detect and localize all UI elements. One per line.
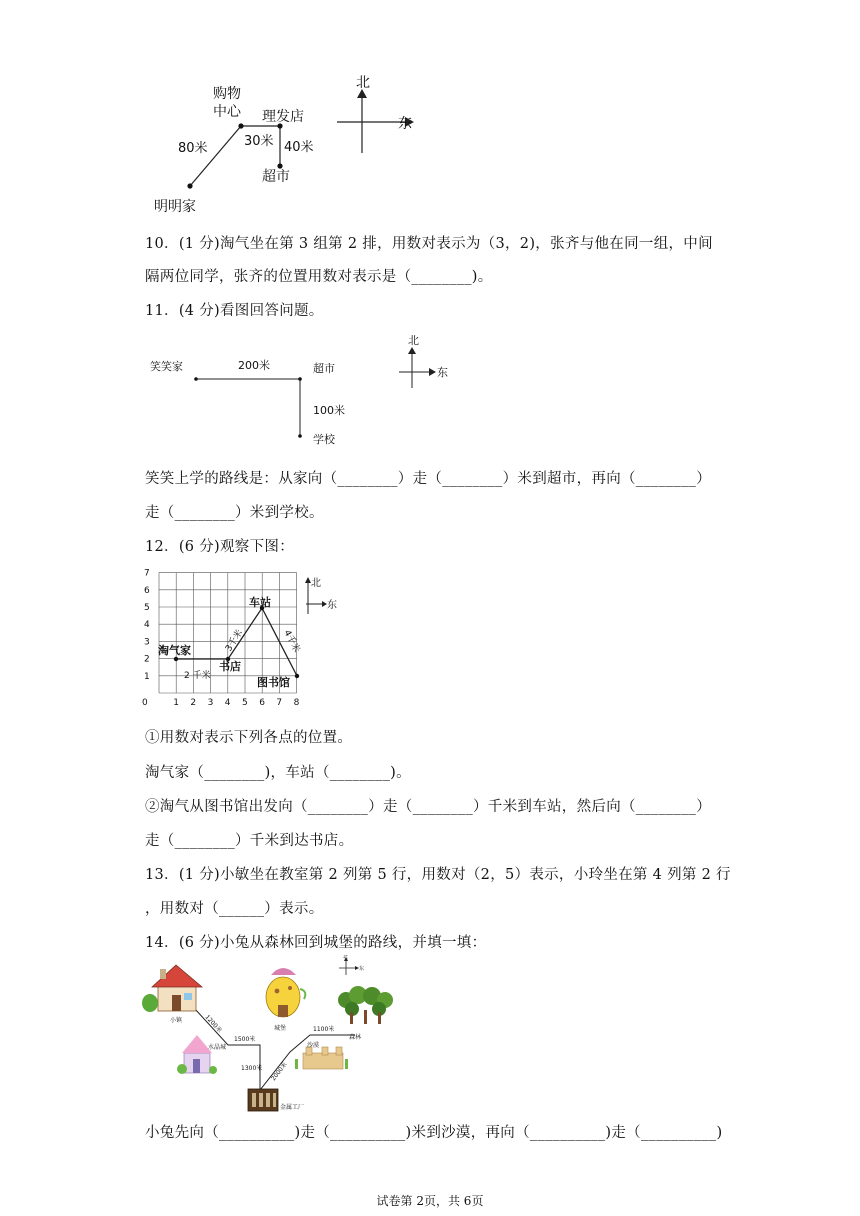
q14-title: 14．(6 分)小兔从森林回到城堡的路线，并填一填： bbox=[145, 935, 487, 951]
q12-sub-1: ①用数对表示下列各点的位置。 bbox=[145, 730, 353, 746]
label-forest: 森林 bbox=[349, 1034, 362, 1041]
x-tick-label: 3 bbox=[207, 698, 214, 708]
label-4km: 4千米 bbox=[281, 628, 302, 655]
x-tick-label: 8 bbox=[293, 698, 300, 708]
q11-title: 11．(4 分)看图回答问题。 bbox=[145, 303, 324, 319]
compass-east: 东 bbox=[437, 366, 448, 379]
label-3km: 3千米 bbox=[224, 628, 246, 654]
map-q11 bbox=[140, 330, 470, 450]
label-home: 明明家 bbox=[154, 199, 196, 215]
x-tick-label: 4 bbox=[224, 698, 231, 708]
x-tick-label: 0 bbox=[142, 698, 148, 708]
factory-icon bbox=[248, 1089, 278, 1111]
label-80m: 80米 bbox=[178, 141, 208, 156]
x-tick-label: 6 bbox=[259, 698, 265, 708]
label-1300m: 1300米 bbox=[241, 1065, 263, 1072]
desert-icon bbox=[295, 1047, 348, 1069]
y-tick-label: 1 bbox=[144, 671, 150, 682]
compass-east: 东 bbox=[359, 966, 365, 972]
q12-sub-2: ②淘气从图书馆出发向（________）走（________）千米到车站，然后向（________） bbox=[145, 799, 711, 815]
grid-map-q12 bbox=[140, 566, 350, 711]
label-supermarket: 超市 bbox=[313, 362, 335, 375]
label-shopping-2: 中心 bbox=[213, 104, 241, 120]
label-crystal-city: 水晶城 bbox=[208, 1044, 227, 1051]
label-supermarket: 超市 bbox=[262, 169, 290, 185]
label-shopping-1: 购物 bbox=[213, 86, 241, 102]
label-barber: 理发店 bbox=[262, 109, 304, 125]
y-tick-label: 4 bbox=[144, 620, 150, 631]
label-station: 车站 bbox=[249, 596, 271, 609]
page-footer: 试卷第 2页，共 6页 bbox=[376, 1194, 484, 1208]
label-100m: 100米 bbox=[313, 404, 345, 417]
q10-line-1: 10．(1 分)淘气坐在第 3 组第 2 排，用数对表示为（3，2)，张齐与他在同一组，中间 bbox=[145, 236, 713, 252]
label-1200m: 1200米 bbox=[203, 1013, 223, 1035]
crystal-city-icon bbox=[177, 1035, 217, 1074]
q12-title: 12．(6 分)观察下图： bbox=[145, 539, 294, 555]
castle-icon bbox=[266, 968, 305, 1017]
q11-line-2: 走（________）米到学校。 bbox=[145, 505, 324, 521]
compass-north: 北 bbox=[408, 334, 419, 347]
q12-line-2: 走（________）千米到达书店。 bbox=[145, 833, 354, 849]
x-tick-label: 5 bbox=[242, 698, 248, 708]
label-2000m: 2000米 bbox=[270, 1061, 289, 1083]
label-1500m: 1500米 bbox=[234, 1036, 256, 1043]
compass-north: 北 bbox=[343, 955, 349, 960]
forest-icon bbox=[338, 986, 393, 1024]
label-xiaoxiao-home: 笑笑家 bbox=[150, 360, 183, 373]
label-bookstore: 书店 bbox=[219, 660, 241, 673]
q13-line-2: ，用数对（______）表示。 bbox=[145, 901, 324, 917]
town-house-icon bbox=[142, 965, 202, 1012]
q13-line-1: 13．(1 分)小敏坐在教室第 2 列第 5 行，用数对（2，5）表示，小玲坐在第 4 列第 2 行 bbox=[145, 867, 731, 883]
map-q9 bbox=[140, 60, 440, 220]
map-q14 bbox=[140, 955, 410, 1115]
compass-east: 东 bbox=[398, 116, 412, 132]
q11-line-1: 笑笑上学的路线是：从家向（________）走（________）米到超市，再向（________） bbox=[145, 471, 711, 487]
label-200m: 200米 bbox=[238, 359, 270, 372]
label-30m: 30米 bbox=[244, 134, 274, 149]
x-tick-label: 2 bbox=[190, 698, 197, 708]
y-tick-label: 3 bbox=[144, 637, 150, 648]
y-tick-label: 2 bbox=[144, 654, 150, 665]
y-tick-label: 6 bbox=[144, 585, 150, 596]
q14-line-1: 小兔先向（__________)走（__________)米到沙漠，再向（__________)走（__________) bbox=[145, 1125, 723, 1141]
y-tick-label: 5 bbox=[144, 603, 150, 613]
label-home: 淘气家 bbox=[158, 644, 191, 657]
x-tick-label: 1 bbox=[173, 698, 179, 708]
label-school: 学校 bbox=[313, 433, 335, 446]
q12-line-1: 淘气家（________)，车站（________)。 bbox=[145, 765, 411, 781]
label-town: 小镇 bbox=[170, 1017, 183, 1024]
label-40m: 40米 bbox=[284, 140, 314, 155]
compass-north: 北 bbox=[356, 75, 370, 91]
label-factory: 金属工厂 bbox=[280, 1104, 305, 1111]
label-2km: 2 千米 bbox=[184, 671, 211, 681]
q10-line-2: 隔两位同学，张齐的位置用数对表示是（________)。 bbox=[145, 269, 493, 285]
label-1100m: 1100米 bbox=[313, 1026, 335, 1033]
label-castle: 城堡 bbox=[274, 1025, 287, 1032]
y-tick-label: 7 bbox=[144, 568, 150, 579]
label-desert: 沙漠 bbox=[307, 1042, 320, 1049]
compass-east: 东 bbox=[327, 600, 337, 611]
x-tick-label: 7 bbox=[276, 698, 283, 708]
compass-north: 北 bbox=[311, 578, 321, 589]
label-library: 图书馆 bbox=[257, 676, 290, 689]
